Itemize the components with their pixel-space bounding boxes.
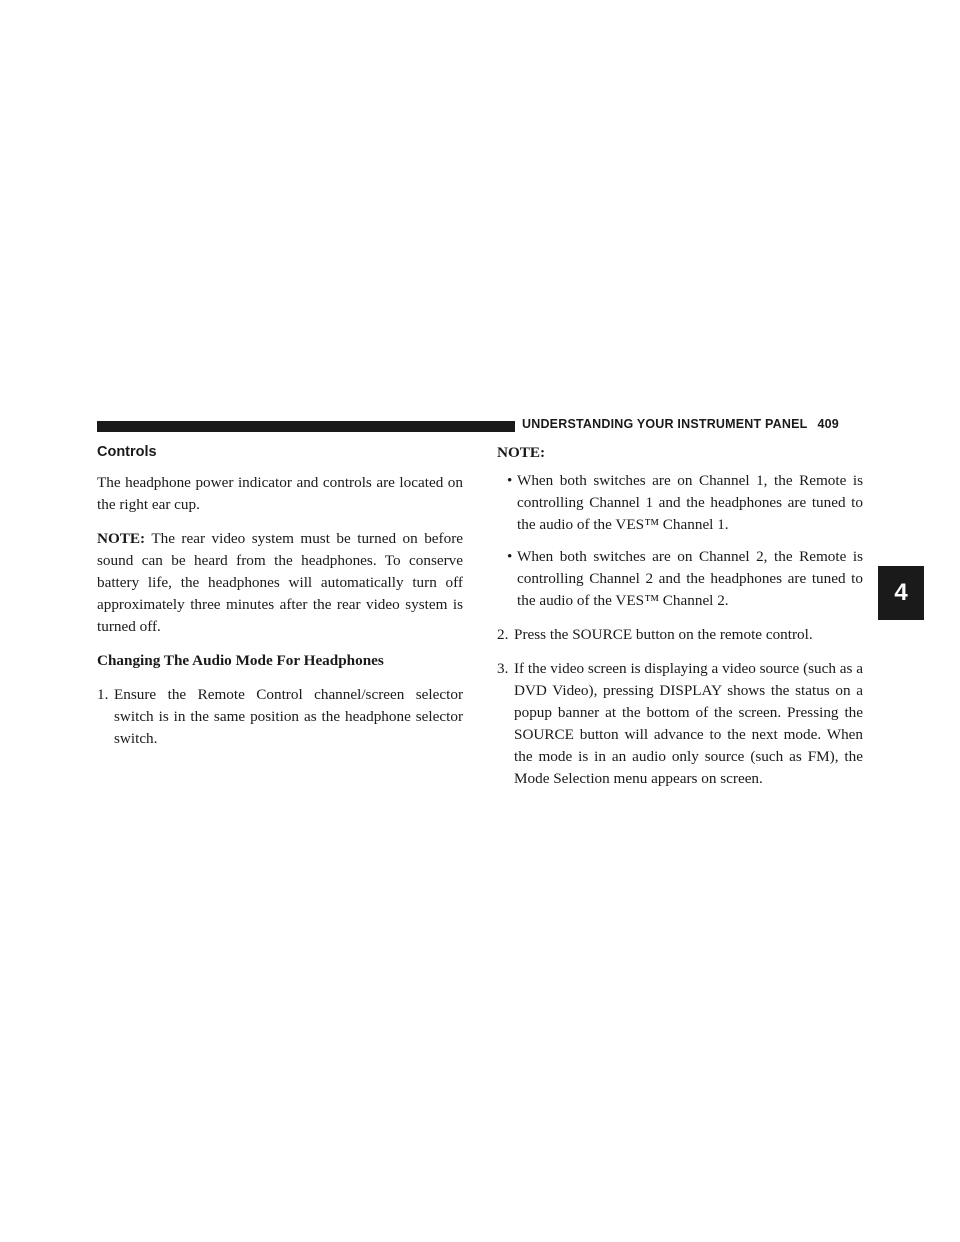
note-label: NOTE: (497, 444, 546, 461)
note-paragraph (97, 528, 463, 638)
page-number: 409 (817, 417, 839, 431)
note-label: NOTE: (97, 530, 146, 547)
step-text: Press the SOURCE button on the remote control. (514, 626, 813, 643)
list-item (507, 546, 863, 612)
list-item (507, 470, 863, 536)
note-bullet-list (497, 470, 863, 612)
paragraph-controls: The headphone power indicator and controls are located on the right ear cup. (97, 474, 463, 513)
step-number: 2. (497, 626, 509, 643)
bullet-text: When both switches are on Channel 1, the Remote is controlling Channel 1 and the headphones are tuned to the audio of the VES™ Channel 1. (517, 472, 863, 533)
note-text: The rear video system must be turned on before sound can be heard from the headphones. To conserve battery life, the headphones will automatically turn off approximately three minutes after the rear video system is turned off. (97, 530, 463, 635)
step-text: If the video screen is displaying a video source (such as a DVD Video), pressing DISPLAY shows the status on a popup banner at the bottom of the screen. Pressing the SOURCE button will advance to the next mode. When the mode is in an audio only source (such as FM), the Mode Selection menu appears on screen. (514, 660, 863, 787)
step-2 (497, 624, 863, 646)
section-heading: Controls (97, 444, 157, 460)
step-1 (97, 684, 463, 750)
left-column (97, 442, 463, 762)
right-column (497, 442, 863, 802)
bullet-text: When both switches are on Channel 2, the Remote is controlling Channel 2 and the headphones are tuned to the audio of the VES™ Channel 2. (517, 548, 863, 609)
running-header (522, 417, 839, 431)
header-title: UNDERSTANDING YOUR INSTRUMENT PANEL (522, 417, 808, 431)
bullet-icon: • (507, 548, 513, 565)
chapter-tab: 4 (878, 566, 924, 620)
step-text: Ensure the Remote Control channel/screen selector switch is in the same position as the headphone selector switch. (114, 686, 463, 747)
step-number: 1. (97, 686, 109, 703)
step-number: 3. (497, 660, 509, 677)
sub-heading: Changing The Audio Mode For Headphones (97, 652, 384, 669)
step-3 (497, 658, 863, 790)
header-rule (97, 421, 515, 432)
bullet-icon: • (507, 472, 513, 489)
